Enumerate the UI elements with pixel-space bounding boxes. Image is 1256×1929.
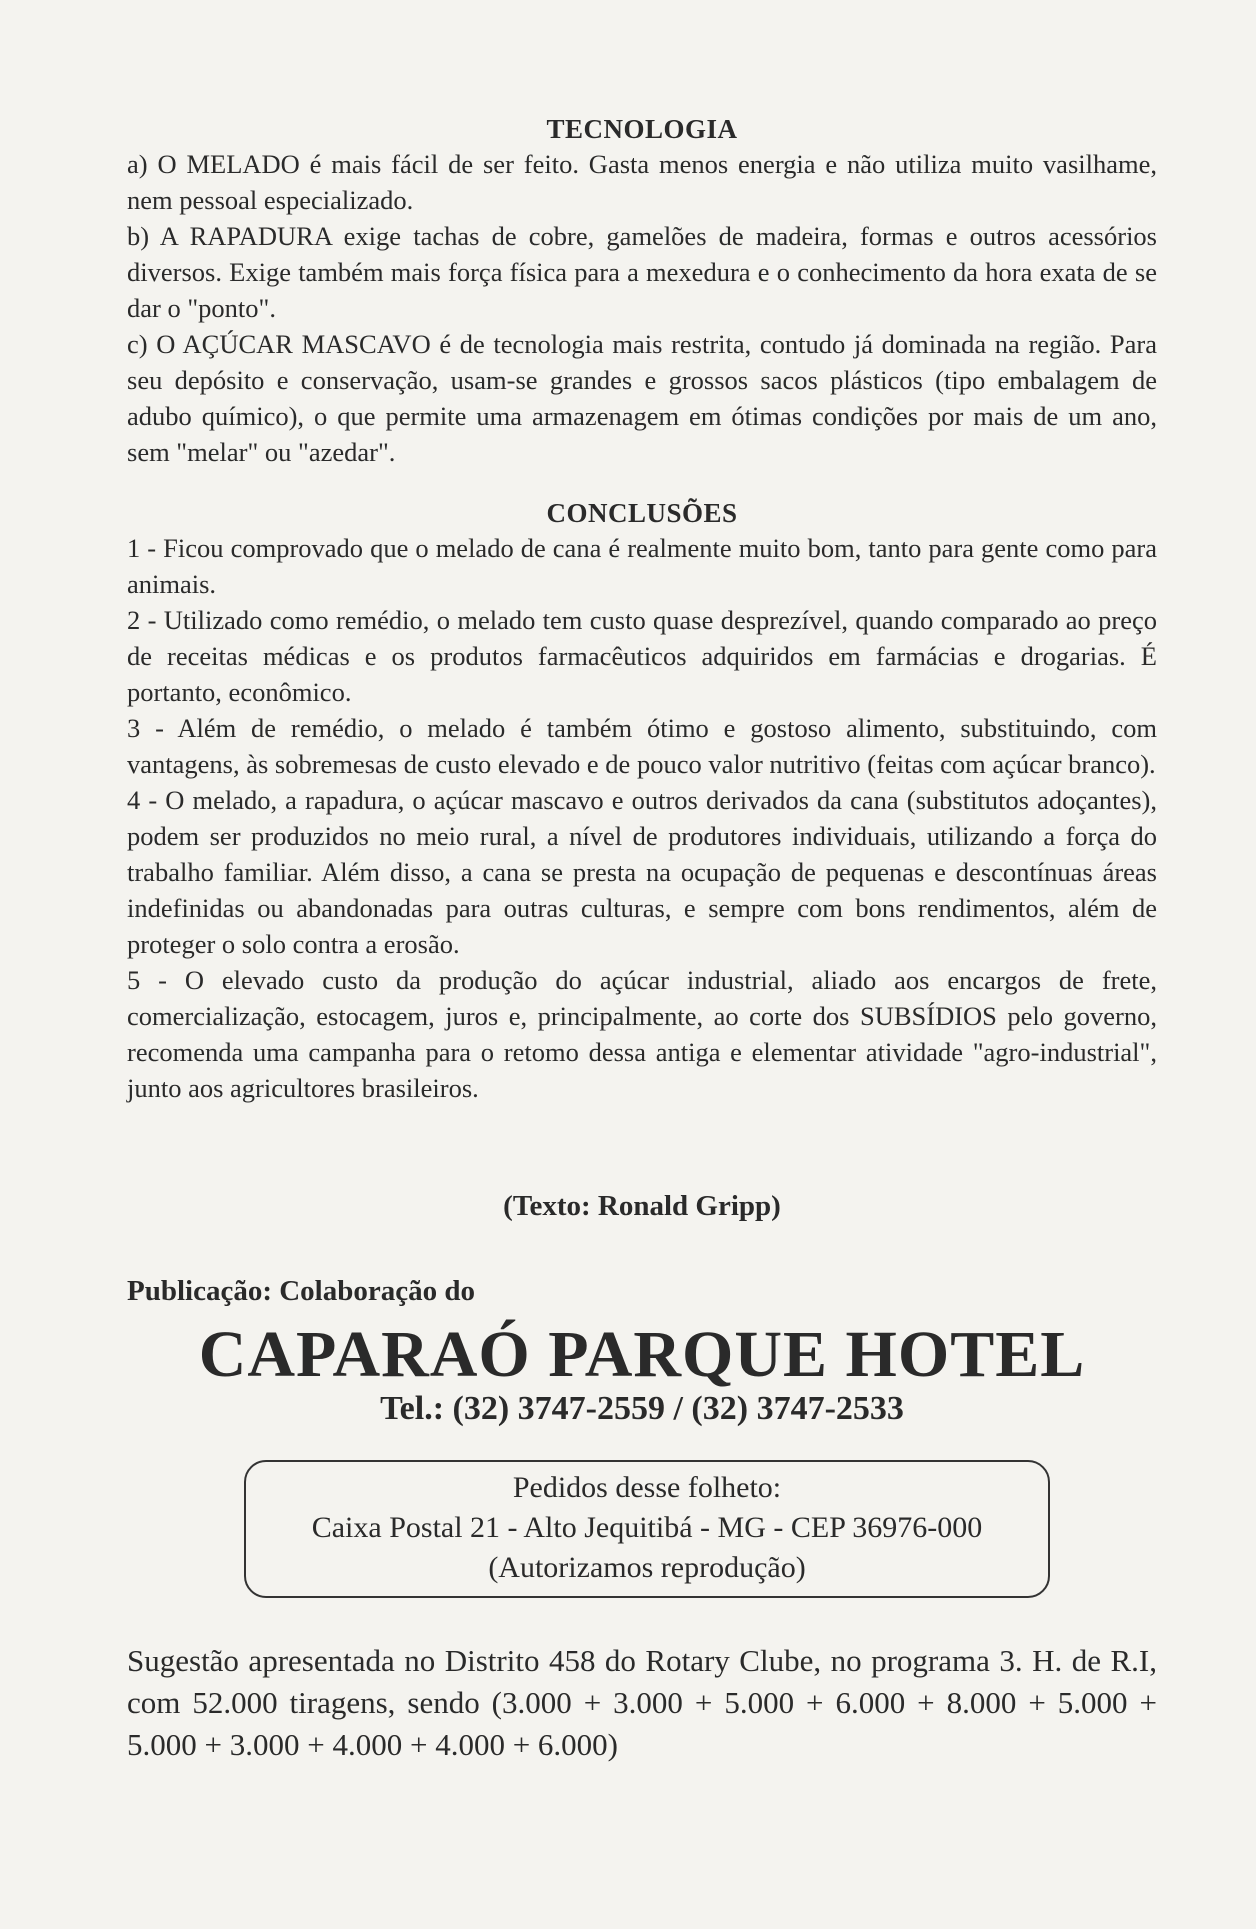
paragraph-tecnologia-b: b) A RAPADURA exige tachas de cobre, gamelões de madeira, formas e outros acessórios diversos. Exige também mais força física para a mexedura e o conhecimento da hora exata de se dar o "ponto". bbox=[127, 221, 1157, 323]
section-title-tecnologia: TECNOLOGIA bbox=[546, 114, 738, 144]
conclusion-item: 1 - Ficou comprovado que o melado de cana é realmente muito bom, tanto para gente como para animais. bbox=[127, 533, 1157, 599]
conclusion-item: 5 - O elevado custo da produção do açúcar industrial, aliado aos encargos de frete, comercialização, estocagem, juros e, principalmente, ao corte dos SUBSÍDIOS pelo governo, recomenda uma campanha para o retomo dessa antiga e elementar atividade "agro-industrial", junto aos agricultores brasileiros. bbox=[127, 965, 1157, 1103]
hotel-name: CAPARAÓ PARQUE HOTEL bbox=[198, 1318, 1086, 1391]
footer-note: Sugestão apresentada no Distrito 458 do Rotary Clube, no programa 3. H. de R.I, com 52.000 tiragens, sendo (3.000 + 3.000 + 5.000 + 6.000 + 8.000 + 5.000 + 5.000 + 3.000 + 4.000 + 4.000 + 6.000) bbox=[127, 1643, 1157, 1762]
conclusion-item: 3 - Além de remédio, o melado é também ótimo e gostoso alimento, substituindo, com vantagens, às sobremesas de custo elevado e de pouco valor nutritivo (feitas com açúcar branco). bbox=[127, 713, 1157, 779]
conclusion-item: 4 - O melado, a rapadura, o açúcar mascavo e outros derivados da cana (substitutos adoçantes), podem ser produzidos no meio rural, a nível de produtores individuais, utilizando a força do trabalho familiar. Além disso, a cana se presta na ocupação de pequenas e descontínuas áreas indefinidas ou abandonadas para outras culturas, e sempre com bons rendimentos, além de proteger o solo contra a erosão. bbox=[127, 785, 1157, 959]
publication-label: Publicação: Colaboração do bbox=[127, 1275, 475, 1307]
orders-box-address: Caixa Postal 21 - Alto Jequitibá - MG - CEP 36976-000 bbox=[311, 1511, 983, 1544]
conclusion-item: 2 - Utilizado como remédio, o melado tem custo quase desprezível, quando comparado ao preço de receitas médicas e os produtos farmacêuticos adquiridos em farmácias e drogarias. É portanto, econômico. bbox=[127, 605, 1157, 707]
hotel-phone: Tel.: (32) 3747-2559 / (32) 3747-2533 bbox=[380, 1390, 904, 1427]
orders-box bbox=[244, 1460, 1050, 1598]
section-title-conclusoes: CONCLUSÕES bbox=[546, 498, 738, 528]
orders-box-title: Pedidos desse folheto: bbox=[512, 1471, 782, 1504]
paragraph-tecnologia-a: a) O MELADO é mais fácil de ser feito. Gasta menos energia e não utiliza muito vasilhame, nem pessoal especializado. bbox=[127, 149, 1157, 215]
author-credit: (Texto: Ronald Gripp) bbox=[503, 1190, 781, 1222]
main-text-column bbox=[127, 112, 1157, 1106]
orders-box-note: (Autorizamos reprodução) bbox=[488, 1551, 806, 1584]
paragraph-tecnologia-c: c) O AÇÚCAR MASCAVO é de tecnologia mais restrita, contudo já dominada na região. Para seu depósito e conservação, usam-se grandes e grossos sacos plásticos (tipo embalagem de adubo químico), o que permite uma armazenagem em ótimas condições por mais de um ano, sem "melar" ou "azedar". bbox=[127, 329, 1157, 467]
